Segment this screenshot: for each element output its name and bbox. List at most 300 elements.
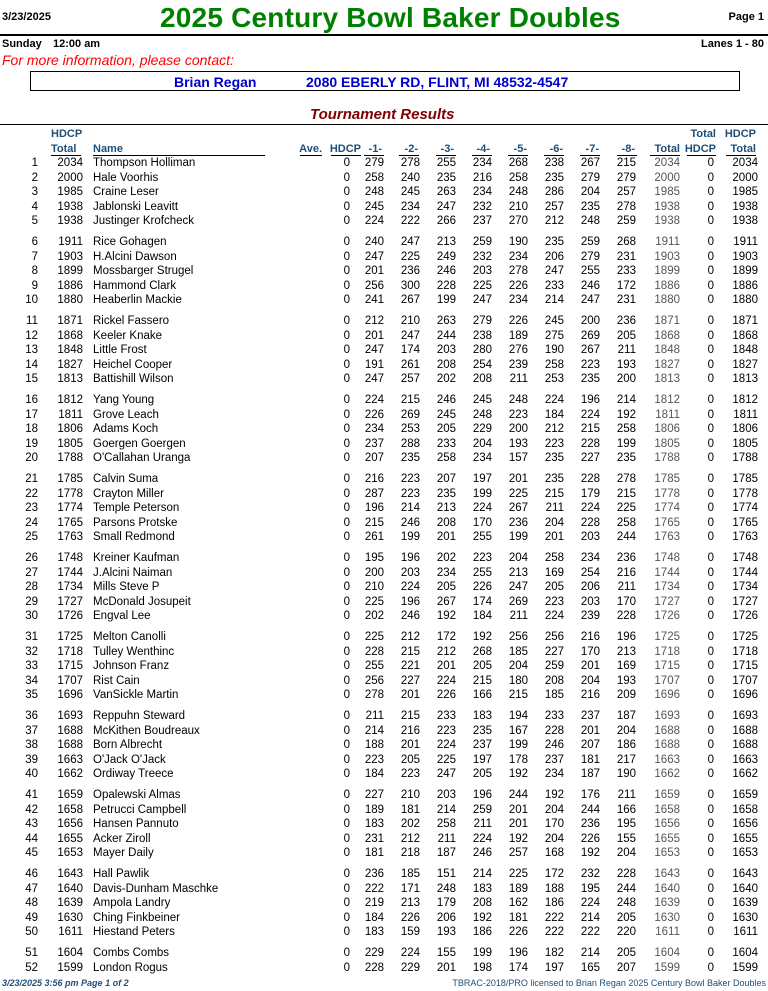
cell-game-4: 229 [472, 423, 492, 435]
cell-game-1: 184 [364, 768, 384, 780]
event-time: 12:00 am [53, 38, 101, 50]
cell-place: 10 [25, 294, 38, 306]
cell-total-hdcp: 0 [707, 882, 714, 895]
cell-game-3: 201 [436, 531, 456, 543]
cell-game-8: 192 [616, 408, 636, 421]
cell-game-6: 185 [544, 689, 564, 701]
cell-hdcp-total: 1938 [57, 215, 83, 227]
cell-hdcp-total: 1938 [57, 200, 83, 213]
cell-name: Petrucci Campbell [93, 803, 187, 816]
cell-game-4: 196 [472, 789, 492, 801]
cell-game-8: 205 [616, 911, 636, 924]
cell-game-8: 200 [616, 373, 636, 385]
cell-game-1: 222 [364, 882, 384, 895]
cell-game-5: 190 [508, 236, 528, 248]
cell-game-3: 211 [437, 832, 456, 845]
cell-game-5: 189 [508, 882, 528, 895]
table-row [0, 630, 768, 644]
cell-game-3: 201 [436, 961, 456, 974]
table-row [0, 343, 768, 357]
cell-final: 1611 [733, 926, 758, 938]
page-number: Page 1 [728, 11, 764, 23]
cell-name: McDonald Josupeit [93, 595, 191, 608]
cell-game-1: 216 [364, 473, 384, 485]
cell-hdcp: 0 [343, 215, 350, 227]
cell-game-5: 223 [508, 408, 528, 421]
cell-game-5: 276 [508, 344, 528, 356]
cell-game-3: 202 [436, 552, 456, 564]
cell-game-7: 224 [580, 408, 600, 421]
cell-place: 37 [25, 724, 38, 737]
cell-hdcp: 0 [343, 724, 350, 737]
cell-game-4: 192 [472, 911, 492, 924]
cell-final: 1653 [732, 847, 758, 859]
cell-name: Temple Peterson [93, 502, 180, 514]
table-row [0, 293, 768, 307]
cell-game-5: 213 [508, 566, 528, 579]
cell-total: 1778 [654, 487, 680, 500]
col-name: Name [93, 143, 123, 155]
col-game-4: -4- [476, 143, 490, 155]
cell-game-4: 205 [472, 660, 492, 672]
cell-game-6: 256 [544, 631, 564, 643]
cell-final: 1812 [732, 394, 758, 406]
cell-place: 30 [25, 610, 38, 622]
cell-game-8: 195 [616, 818, 636, 830]
cell-total-hdcp: 0 [707, 868, 714, 880]
cell-game-5: 247 [508, 581, 528, 593]
cell-total: 2000 [654, 171, 680, 184]
cell-total: 1688 [654, 724, 680, 737]
cell-game-2: 234 [400, 200, 420, 213]
cell-game-3: 203 [436, 344, 456, 356]
table-row [0, 803, 768, 817]
cell-name: Grove Leach [93, 408, 159, 421]
cell-game-3: 155 [436, 947, 456, 959]
cell-game-4: 208 [472, 373, 492, 385]
cell-name: Rist Cain [93, 674, 140, 687]
cell-final: 1688 [732, 739, 758, 751]
cell-game-3: 249 [436, 250, 456, 263]
cell-final: 1630 [732, 911, 758, 924]
cell-game-8: 213 [616, 645, 636, 658]
cell-final: 1785 [732, 473, 758, 485]
table-row [0, 437, 768, 451]
cell-game-1: 248 [364, 186, 384, 198]
cell-game-2: 205 [400, 753, 420, 766]
cell-game-3: 206 [436, 911, 456, 924]
cell-game-3: 214 [436, 803, 456, 816]
cell-total: 1886 [654, 279, 680, 292]
cell-total: 1655 [654, 832, 680, 845]
table-row [0, 674, 768, 688]
cell-game-2: 201 [400, 689, 420, 701]
cell-name: O'Jack O'Jack [93, 753, 166, 766]
cell-place: 11 [26, 315, 38, 327]
cell-final: 1693 [732, 710, 758, 722]
cell-place: 3 [31, 186, 38, 198]
cell-game-2: 214 [400, 502, 420, 514]
cell-place: 45 [25, 847, 38, 859]
cell-game-6: 246 [544, 739, 564, 751]
cell-place: 28 [25, 581, 38, 593]
cell-game-1: 224 [364, 215, 384, 227]
cell-game-3: 192 [436, 610, 456, 622]
cell-name: Hall Pawlik [93, 868, 150, 880]
cell-game-2: 196 [400, 552, 420, 564]
table-row [0, 156, 768, 170]
table-row [0, 645, 768, 659]
cell-hdcp-total: 1868 [57, 329, 83, 342]
cell-final: 1806 [732, 423, 758, 435]
cell-game-7: 192 [580, 847, 600, 859]
cell-game-6: 172 [544, 868, 564, 880]
cell-total: 1656 [654, 818, 680, 830]
cell-total: 1599 [654, 961, 680, 974]
cell-game-3: 151 [436, 868, 456, 880]
cell-name: Mills Steve P [93, 581, 160, 593]
cell-name: Mayer Daily [93, 847, 154, 859]
cell-name: Craine Leser [93, 186, 159, 198]
cell-game-7: 204 [580, 674, 600, 687]
col-game-6: -6- [549, 143, 563, 155]
cell-game-7: 216 [580, 631, 600, 643]
cell-name: Parsons Protske [93, 516, 178, 529]
cell-game-6: 222 [544, 926, 564, 938]
cell-hdcp-total: 1785 [57, 473, 83, 485]
cell-game-3: 228 [436, 279, 456, 292]
cell-game-7: 259 [580, 236, 600, 248]
cell-game-6: 170 [544, 818, 564, 830]
cell-game-3: 263 [436, 186, 456, 198]
cell-game-4: 197 [472, 473, 492, 485]
cell-game-3: 246 [436, 394, 456, 406]
cell-final: 1848 [732, 344, 758, 356]
cell-final: 1805 [732, 437, 758, 450]
cell-game-8: 207 [616, 961, 636, 974]
cell-place: 47 [25, 882, 38, 895]
cell-game-5: 157 [508, 452, 528, 464]
cell-game-6: 190 [544, 344, 564, 356]
cell-name: Yang Young [93, 394, 155, 406]
cell-hdcp-total: 1688 [57, 739, 83, 751]
cell-game-8: 211 [617, 581, 636, 593]
cell-game-4: 255 [472, 531, 492, 543]
cell-name: Kreiner Kaufman [93, 552, 180, 564]
cell-game-6: 227 [544, 645, 564, 658]
cell-hdcp: 0 [343, 186, 350, 198]
cell-total: 2034 [654, 157, 680, 169]
cell-game-1: 200 [364, 566, 384, 579]
cell-total-hdcp: 0 [707, 215, 714, 227]
cell-game-6: 184 [544, 408, 564, 421]
cell-hdcp-total: 1812 [57, 394, 83, 406]
cell-hdcp-total: 1886 [57, 279, 83, 292]
cell-game-3: 224 [436, 674, 456, 687]
cell-game-1: 191 [364, 358, 384, 371]
cell-place: 29 [25, 595, 38, 608]
cell-game-4: 192 [472, 631, 492, 643]
cell-game-4: 279 [472, 315, 492, 327]
cell-hdcp-total: 1715 [57, 660, 83, 672]
cell-total: 1985 [654, 186, 680, 198]
cell-game-4: 259 [472, 236, 492, 248]
cell-game-5: 162 [508, 897, 528, 909]
cell-game-1: 229 [364, 947, 384, 959]
cell-final: 1899 [732, 265, 758, 277]
cell-game-5: 215 [508, 689, 528, 701]
cell-game-7: 224 [580, 502, 600, 514]
cell-hdcp: 0 [343, 739, 350, 751]
table-row [0, 279, 768, 293]
cell-hdcp: 0 [343, 674, 350, 687]
cell-final: 1707 [732, 674, 758, 687]
cell-game-6: 235 [544, 452, 564, 464]
cell-game-6: 215 [544, 487, 564, 500]
cell-hdcp-total: 1643 [57, 868, 83, 880]
cell-hdcp-total: 1726 [57, 610, 83, 622]
cell-total-hdcp: 0 [707, 724, 714, 737]
cell-total: 1827 [654, 358, 680, 371]
cell-game-8: 190 [616, 768, 636, 780]
cell-total-hdcp: 0 [707, 660, 714, 672]
cell-total: 1630 [654, 911, 680, 924]
cell-hdcp-total: 1765 [57, 516, 83, 529]
cell-total: 1718 [654, 645, 680, 658]
cell-name: VanSickle Martin [93, 689, 179, 701]
cell-game-8: 169 [616, 660, 636, 672]
table-row [0, 530, 768, 544]
cell-game-2: 223 [400, 768, 420, 780]
cell-name: Ching Finkbeiner [93, 911, 180, 924]
cell-final: 1938 [732, 200, 758, 213]
cell-game-1: 211 [365, 710, 384, 722]
cell-game-2: 269 [400, 408, 420, 421]
cell-hdcp-total: 1805 [57, 437, 83, 450]
cell-game-3: 235 [436, 487, 456, 500]
cell-game-1: 210 [364, 581, 384, 593]
cell-final: 1744 [732, 566, 758, 579]
cell-final: 1715 [732, 660, 758, 672]
cell-game-1: 195 [364, 552, 384, 564]
cell-game-8: 259 [616, 215, 636, 227]
cell-game-1: 234 [364, 423, 384, 435]
cell-game-5: 189 [508, 329, 528, 342]
cell-hdcp: 0 [343, 502, 350, 514]
cell-game-3: 224 [436, 739, 456, 751]
cell-game-5: 204 [508, 660, 528, 672]
cell-game-8: 268 [616, 236, 636, 248]
cell-game-4: 199 [472, 487, 492, 500]
table-row [0, 235, 768, 249]
cell-total-hdcp: 0 [707, 710, 714, 722]
cell-total-hdcp: 0 [707, 157, 714, 169]
cell-game-7: 196 [580, 394, 600, 406]
cell-game-4: 232 [472, 250, 492, 263]
cell-game-2: 212 [400, 631, 420, 643]
cell-game-1: 247 [364, 373, 384, 385]
cell-game-3: 205 [436, 581, 456, 593]
cell-game-5: 226 [508, 926, 528, 938]
cell-game-4: 234 [472, 452, 492, 464]
cell-game-6: 235 [544, 473, 564, 485]
cell-game-7: 237 [580, 710, 600, 722]
cell-hdcp-total: 1813 [57, 373, 83, 385]
cell-total: 1725 [654, 631, 680, 643]
cell-hdcp: 0 [343, 689, 350, 701]
cell-hdcp: 0 [343, 437, 350, 450]
cell-game-5: 225 [508, 868, 528, 880]
cell-total: 1938 [654, 215, 680, 227]
cell-game-2: 213 [400, 897, 420, 909]
cell-hdcp-total: 1693 [57, 710, 83, 722]
cell-hdcp-total: 1663 [57, 753, 83, 766]
col-hdcp-total-top: HDCP [51, 128, 83, 140]
cell-game-6: 235 [544, 236, 564, 248]
cell-game-2: 236 [400, 265, 420, 277]
cell-game-6: 235 [544, 171, 564, 184]
cell-name: Keeler Knake [93, 329, 163, 342]
cell-place: 49 [25, 911, 38, 924]
cell-name: Engval Lee [93, 610, 151, 622]
table-row [0, 659, 768, 673]
cell-hdcp-total: 1611 [58, 926, 83, 938]
table-row [0, 896, 768, 910]
cell-name: Davis-Dunham Maschke [93, 882, 219, 895]
cell-name: Crayton Miller [93, 487, 164, 500]
cell-game-1: 228 [364, 645, 384, 658]
cell-game-1: 255 [364, 660, 384, 672]
cell-game-3: 187 [436, 847, 456, 859]
cell-game-4: 174 [472, 595, 492, 608]
table-row [0, 566, 768, 580]
cell-place: 38 [25, 739, 38, 751]
cell-place: 5 [31, 215, 38, 227]
cell-place: 33 [25, 660, 38, 672]
cell-game-6: 228 [544, 724, 564, 737]
table-row [0, 961, 768, 975]
cell-total: 1813 [654, 373, 680, 385]
cell-game-5: 180 [508, 674, 528, 687]
cell-game-8: 235 [616, 452, 636, 464]
contact-name: Brian Regan [174, 74, 257, 90]
cell-game-6: 224 [544, 394, 564, 406]
cell-game-2: 221 [400, 660, 420, 672]
cell-game-2: 216 [400, 724, 420, 737]
cell-game-8: 244 [616, 531, 636, 543]
table-row [0, 580, 768, 594]
cell-game-4: 235 [472, 724, 492, 737]
cell-hdcp-total: 2000 [57, 171, 83, 184]
cell-hdcp-total: 1774 [57, 502, 83, 514]
cell-final: 1868 [732, 329, 758, 342]
cell-game-3: 223 [436, 724, 456, 737]
cell-final: 1765 [732, 516, 758, 529]
cell-game-1: 247 [364, 250, 384, 263]
cell-game-4: 216 [472, 171, 492, 184]
cell-hdcp-total: 2034 [57, 157, 83, 169]
cell-game-7: 244 [580, 803, 600, 816]
cell-game-1: 214 [364, 724, 384, 737]
cell-game-3: 201 [436, 660, 456, 672]
cell-hdcp-total: 1911 [58, 236, 83, 248]
cell-hdcp: 0 [343, 768, 350, 780]
cell-game-5: 270 [508, 215, 528, 227]
cell-hdcp: 0 [343, 358, 350, 371]
cell-game-1: 201 [364, 329, 384, 342]
table-row [0, 753, 768, 767]
cell-final: 1604 [732, 947, 758, 959]
cell-game-3: 208 [436, 516, 456, 529]
cell-game-4: 224 [472, 832, 492, 845]
cell-game-8: 248 [616, 897, 636, 909]
table-row [0, 451, 768, 465]
cell-hdcp-total: 1806 [57, 423, 83, 435]
col-game-5: -5- [513, 143, 527, 155]
cell-game-6: 212 [544, 423, 564, 435]
cell-total-hdcp: 0 [707, 437, 714, 450]
cell-game-5: 178 [508, 753, 528, 766]
cell-total: 1765 [654, 516, 680, 529]
cell-game-2: 257 [400, 373, 420, 385]
cell-final: 1639 [732, 897, 758, 909]
cell-total-hdcp: 0 [707, 358, 714, 371]
cell-game-7: 179 [580, 487, 600, 500]
cell-game-5: 211 [509, 373, 528, 385]
cell-game-2: 225 [400, 250, 420, 263]
cell-total-hdcp: 0 [707, 423, 714, 435]
cell-game-2: 247 [400, 236, 420, 248]
cell-game-2: 240 [400, 171, 420, 184]
cell-hdcp: 0 [343, 595, 350, 608]
cell-place: 25 [25, 531, 38, 543]
cell-final: 1774 [732, 502, 758, 514]
cell-place: 32 [25, 645, 38, 658]
cell-game-7: 236 [580, 818, 600, 830]
cell-hdcp-total: 1985 [57, 186, 83, 198]
cell-game-4: 237 [472, 215, 492, 227]
cell-game-8: 211 [617, 789, 636, 801]
cell-game-7: 216 [580, 689, 600, 701]
cell-game-5: 257 [508, 847, 528, 859]
cell-hdcp: 0 [343, 710, 350, 722]
cell-game-8: 233 [616, 265, 636, 277]
cell-game-7: 214 [580, 947, 600, 959]
cell-game-7: 267 [580, 157, 600, 169]
cell-game-8: 196 [616, 631, 636, 643]
cell-game-8: 199 [616, 437, 636, 450]
cell-hdcp: 0 [343, 171, 350, 184]
cell-game-4: 226 [472, 581, 492, 593]
cell-game-5: 278 [508, 265, 528, 277]
cell-total: 1663 [654, 753, 680, 766]
cell-total-hdcp: 0 [707, 487, 714, 500]
table-row [0, 911, 768, 925]
cell-game-8: 228 [616, 610, 636, 622]
cell-hdcp: 0 [343, 847, 350, 859]
cell-game-6: 201 [544, 531, 564, 543]
col-total: Total [654, 143, 680, 155]
cell-game-6: 222 [544, 911, 564, 924]
cell-hdcp: 0 [343, 329, 350, 342]
cell-game-4: 280 [472, 344, 492, 356]
cell-game-1: 261 [364, 531, 384, 543]
cell-total: 1693 [654, 710, 680, 722]
cell-game-4: 208 [472, 897, 492, 909]
cell-game-1: 201 [364, 265, 384, 277]
cell-total: 1871 [654, 315, 680, 327]
cell-final: 1727 [732, 595, 758, 608]
